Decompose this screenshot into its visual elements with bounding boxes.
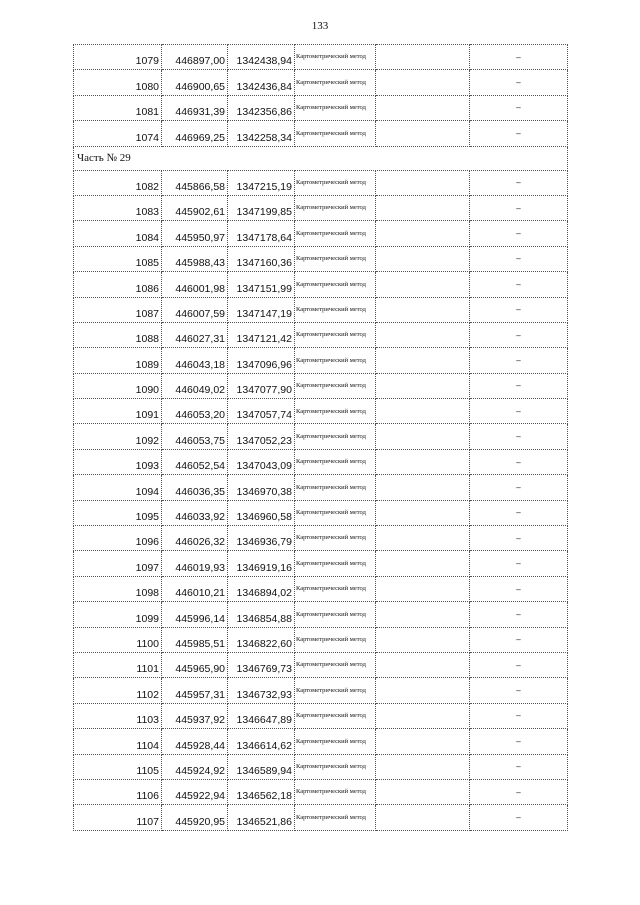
dash-cell: –: [470, 652, 568, 677]
dash-cell: –: [470, 297, 568, 322]
dash-cell: –: [470, 322, 568, 347]
point-number: 1101: [74, 652, 162, 677]
coordinate-y: 1347215,19: [228, 170, 295, 195]
coordinate-x: 446001,98: [162, 272, 228, 297]
coordinate-y: 1346769,73: [228, 652, 295, 677]
empty-cell: [376, 121, 470, 146]
method-cell: Картометрический метод: [295, 805, 376, 830]
table-row: [74, 45, 568, 70]
point-number: 1089: [74, 348, 162, 373]
coordinate-x: 445996,14: [162, 602, 228, 627]
empty-cell: [376, 424, 470, 449]
coordinate-x: 445902,61: [162, 195, 228, 220]
point-number: 1094: [74, 475, 162, 500]
point-number: 1079: [74, 45, 162, 70]
coordinate-y: 1346960,58: [228, 500, 295, 525]
point-number: 1090: [74, 373, 162, 398]
empty-cell: [376, 348, 470, 373]
coordinate-x: 446027,31: [162, 322, 228, 347]
empty-cell: [376, 246, 470, 271]
empty-cell: [376, 170, 470, 195]
coordinate-y: 1342438,94: [228, 45, 295, 70]
coordinate-x: 446010,21: [162, 576, 228, 601]
table-row: [74, 424, 568, 449]
table-row: [74, 602, 568, 627]
method-cell: Картометрический метод: [295, 195, 376, 220]
coordinate-x: 445924,92: [162, 754, 228, 779]
table-row: [74, 70, 568, 95]
dash-cell: –: [470, 95, 568, 120]
empty-cell: [376, 526, 470, 551]
coordinate-y: 1346919,16: [228, 551, 295, 576]
point-number: 1104: [74, 729, 162, 754]
empty-cell: [376, 805, 470, 830]
coordinate-x: 445937,92: [162, 703, 228, 728]
coordinate-x: 445866,58: [162, 170, 228, 195]
table-row: [74, 805, 568, 830]
point-number: 1102: [74, 678, 162, 703]
dash-cell: –: [470, 602, 568, 627]
table-row: [74, 551, 568, 576]
table-row: [74, 475, 568, 500]
table-row: [74, 500, 568, 525]
coordinate-x: 446969,25: [162, 121, 228, 146]
dash-cell: –: [470, 526, 568, 551]
table-row: [74, 449, 568, 474]
method-cell: Картометрический метод: [295, 729, 376, 754]
empty-cell: [376, 602, 470, 627]
empty-cell: [376, 729, 470, 754]
method-cell: Картометрический метод: [295, 526, 376, 551]
point-number: 1086: [74, 272, 162, 297]
point-number: 1082: [74, 170, 162, 195]
method-cell: Картометрический метод: [295, 678, 376, 703]
table-row: [74, 703, 568, 728]
coordinate-x: 446043,18: [162, 348, 228, 373]
empty-cell: [376, 475, 470, 500]
table-row: [74, 399, 568, 424]
empty-cell: [376, 449, 470, 474]
point-number: 1080: [74, 70, 162, 95]
point-number: 1093: [74, 449, 162, 474]
coordinate-x: 445928,44: [162, 729, 228, 754]
coordinate-x: 446026,32: [162, 526, 228, 551]
method-cell: Картометрический метод: [295, 627, 376, 652]
coordinate-y: 1347160,36: [228, 246, 295, 271]
table-row: [74, 322, 568, 347]
table-row: [74, 678, 568, 703]
empty-cell: [376, 70, 470, 95]
coordinate-x: 446897,00: [162, 45, 228, 70]
dash-cell: –: [470, 779, 568, 804]
dash-cell: –: [470, 754, 568, 779]
method-cell: Картометрический метод: [295, 322, 376, 347]
dash-cell: –: [470, 399, 568, 424]
dash-cell: –: [470, 678, 568, 703]
empty-cell: [376, 652, 470, 677]
method-cell: Картометрический метод: [295, 602, 376, 627]
coordinate-x: 446049,02: [162, 373, 228, 398]
dash-cell: –: [470, 475, 568, 500]
coordinate-y: 1346732,93: [228, 678, 295, 703]
dash-cell: –: [470, 449, 568, 474]
point-number: 1106: [74, 779, 162, 804]
method-cell: Картометрический метод: [295, 121, 376, 146]
coordinate-x: 445920,95: [162, 805, 228, 830]
method-cell: Картометрический метод: [295, 399, 376, 424]
method-cell: Картометрический метод: [295, 703, 376, 728]
point-number: 1092: [74, 424, 162, 449]
dash-cell: –: [470, 70, 568, 95]
method-cell: Картометрический метод: [295, 576, 376, 601]
table-row: [74, 729, 568, 754]
page-number: 133: [311, 20, 329, 32]
coordinate-y: 1342436,84: [228, 70, 295, 95]
table-row: [74, 195, 568, 220]
point-number: 1085: [74, 246, 162, 271]
coordinate-x: 446036,35: [162, 475, 228, 500]
method-cell: Картометрический метод: [295, 297, 376, 322]
coordinate-y: 1346854,88: [228, 602, 295, 627]
empty-cell: [376, 551, 470, 576]
table-row: [74, 373, 568, 398]
empty-cell: [376, 221, 470, 246]
point-number: 1083: [74, 195, 162, 220]
dash-cell: –: [470, 703, 568, 728]
empty-cell: [376, 195, 470, 220]
method-cell: Картометрический метод: [295, 348, 376, 373]
coordinate-x: 445950,97: [162, 221, 228, 246]
method-cell: Картометрический метод: [295, 272, 376, 297]
method-cell: Картометрический метод: [295, 221, 376, 246]
coordinate-x: 446033,92: [162, 500, 228, 525]
coordinate-y: 1347178,64: [228, 221, 295, 246]
dash-cell: –: [470, 627, 568, 652]
coordinate-y: 1346894,02: [228, 576, 295, 601]
point-number: 1097: [74, 551, 162, 576]
point-number: 1074: [74, 121, 162, 146]
table-row: [74, 246, 568, 271]
point-number: 1095: [74, 500, 162, 525]
coordinate-y: 1346521,86: [228, 805, 295, 830]
coordinate-y: 1342258,34: [228, 121, 295, 146]
empty-cell: [376, 703, 470, 728]
coordinate-x: 446931,39: [162, 95, 228, 120]
dash-cell: –: [470, 424, 568, 449]
method-cell: Картометрический метод: [295, 70, 376, 95]
coordinate-y: 1347043,09: [228, 449, 295, 474]
coordinate-x: 445988,43: [162, 246, 228, 271]
method-cell: Картометрический метод: [295, 779, 376, 804]
table-row: [74, 95, 568, 120]
empty-cell: [376, 45, 470, 70]
table-row: [74, 221, 568, 246]
coordinate-x: 445985,51: [162, 627, 228, 652]
coordinate-y: 1346936,79: [228, 526, 295, 551]
table-row: [74, 754, 568, 779]
coordinate-y: 1347147,19: [228, 297, 295, 322]
method-cell: Картометрический метод: [295, 449, 376, 474]
coordinate-y: 1346647,89: [228, 703, 295, 728]
dash-cell: –: [470, 121, 568, 146]
table-row: [74, 526, 568, 551]
dash-cell: –: [470, 45, 568, 70]
section-row: [74, 146, 568, 170]
empty-cell: [376, 678, 470, 703]
point-number: 1096: [74, 526, 162, 551]
point-number: 1103: [74, 703, 162, 728]
method-cell: Картометрический метод: [295, 475, 376, 500]
coordinate-y: 1347096,96: [228, 348, 295, 373]
method-cell: Картометрический метод: [295, 652, 376, 677]
section-title: Часть № 29: [74, 146, 568, 170]
dash-cell: –: [470, 221, 568, 246]
empty-cell: [376, 95, 470, 120]
empty-cell: [376, 297, 470, 322]
coordinate-x: 446053,20: [162, 399, 228, 424]
dash-cell: –: [470, 576, 568, 601]
table-row: [74, 170, 568, 195]
coordinates-table: [73, 44, 568, 831]
empty-cell: [376, 576, 470, 601]
point-number: 1087: [74, 297, 162, 322]
point-number: 1088: [74, 322, 162, 347]
empty-cell: [376, 500, 470, 525]
method-cell: Картометрический метод: [295, 45, 376, 70]
method-cell: Картометрический метод: [295, 500, 376, 525]
coordinate-y: 1342356,86: [228, 95, 295, 120]
table-row: [74, 627, 568, 652]
dash-cell: –: [470, 170, 568, 195]
table-row: [74, 652, 568, 677]
point-number: 1107: [74, 805, 162, 830]
coordinate-y: 1347052,23: [228, 424, 295, 449]
dash-cell: –: [470, 805, 568, 830]
method-cell: Картометрический метод: [295, 754, 376, 779]
dash-cell: –: [470, 500, 568, 525]
dash-cell: –: [470, 348, 568, 373]
method-cell: Картометрический метод: [295, 246, 376, 271]
dash-cell: –: [470, 195, 568, 220]
coordinate-y: 1346589,94: [228, 754, 295, 779]
empty-cell: [376, 754, 470, 779]
coordinate-y: 1347121,42: [228, 322, 295, 347]
point-number: 1105: [74, 754, 162, 779]
point-number: 1091: [74, 399, 162, 424]
dash-cell: –: [470, 373, 568, 398]
point-number: 1081: [74, 95, 162, 120]
empty-cell: [376, 373, 470, 398]
point-number: 1100: [74, 627, 162, 652]
empty-cell: [376, 322, 470, 347]
coordinate-y: 1346614,62: [228, 729, 295, 754]
coordinate-y: 1347077,90: [228, 373, 295, 398]
coordinate-y: 1347151,99: [228, 272, 295, 297]
coordinate-x: 446053,75: [162, 424, 228, 449]
table-row: [74, 121, 568, 146]
coordinate-x: 445922,94: [162, 779, 228, 804]
dash-cell: –: [470, 272, 568, 297]
dash-cell: –: [470, 246, 568, 271]
coordinate-x: 446007,59: [162, 297, 228, 322]
coordinate-x: 445965,90: [162, 652, 228, 677]
table-row: [74, 348, 568, 373]
method-cell: Картометрический метод: [295, 424, 376, 449]
point-number: 1099: [74, 602, 162, 627]
dash-cell: –: [470, 729, 568, 754]
coordinate-y: 1347057,74: [228, 399, 295, 424]
table-row: [74, 576, 568, 601]
coordinate-y: 1347199,85: [228, 195, 295, 220]
point-number: 1084: [74, 221, 162, 246]
empty-cell: [376, 399, 470, 424]
empty-cell: [376, 779, 470, 804]
table-row: [74, 297, 568, 322]
point-number: 1098: [74, 576, 162, 601]
empty-cell: [376, 627, 470, 652]
dash-cell: –: [470, 551, 568, 576]
coordinate-x: 446900,65: [162, 70, 228, 95]
coordinate-x: 445957,31: [162, 678, 228, 703]
table-row: [74, 272, 568, 297]
coordinate-x: 446052,54: [162, 449, 228, 474]
table-row: [74, 779, 568, 804]
method-cell: Картометрический метод: [295, 170, 376, 195]
method-cell: Картометрический метод: [295, 551, 376, 576]
coordinate-y: 1346970,38: [228, 475, 295, 500]
method-cell: Картометрический метод: [295, 95, 376, 120]
coordinate-x: 446019,93: [162, 551, 228, 576]
coordinate-y: 1346822,60: [228, 627, 295, 652]
empty-cell: [376, 272, 470, 297]
coordinate-y: 1346562,18: [228, 779, 295, 804]
method-cell: Картометрический метод: [295, 373, 376, 398]
